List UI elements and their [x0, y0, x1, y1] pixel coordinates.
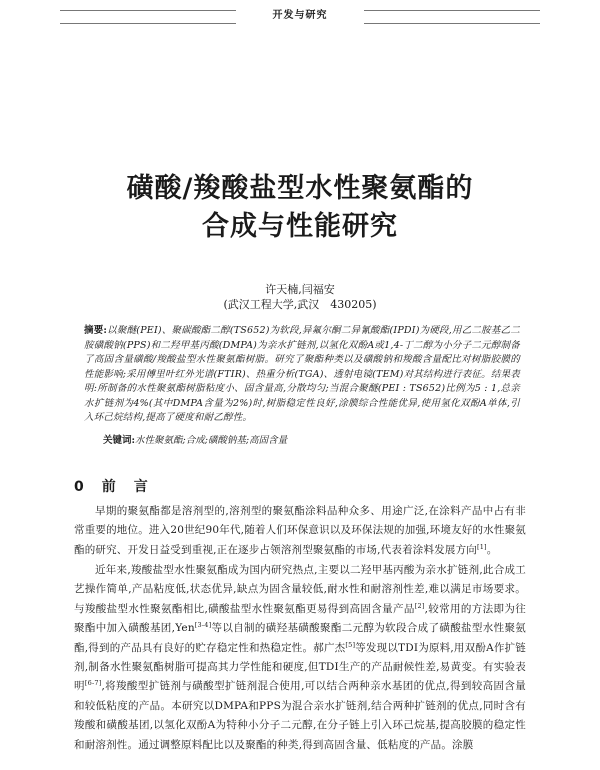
p1-end: 。 [486, 543, 498, 556]
p2c-text: 等以自制的磺羟基磺酸聚酯二元醇为软段合成了磺酸盐型水性聚氨酯,得到的产品具有良好的贮存稳定性和热稳定性。郝广杰 [74, 622, 526, 654]
citation-ref: [1] [476, 542, 487, 551]
keywords [103, 434, 523, 449]
p2b-text: ,较常用的方法即为往聚酯中加入磺酸基团,Yen [74, 602, 526, 635]
citation-ref: [5] [345, 640, 356, 649]
article-title-line-2: 合成与性能研究 [202, 211, 398, 242]
body-paragraph-1 [74, 502, 526, 560]
section-heading [74, 476, 150, 496]
citation-ref: [6-7] [84, 679, 102, 688]
p2d-text: 等发现以TDI为原料,用双酚A作扩链剂,制备水性聚氨酯树脂可提高其力学性能和硬度,但TDI生产的产品耐候性差,易黄变。有实验表明 [74, 641, 526, 693]
p1-text: 早期的聚氨酯都是溶剂型的,溶剂型的聚氨酯涂料品种众多、用途广泛,在涂料产品中占有非常重要的地位。进入20世纪90年代,随着人们环保意识以及环保法规的加强,环境友好的水性聚氨酯的研究、开发日益受到重视,正在逐步占领溶剂型聚氨酯的市场,代表着涂料发展方向 [74, 505, 526, 556]
keywords-text: 水性聚氨酯;合成;磺酸钠基;高固含量 [135, 435, 288, 446]
body-paragraph-2 [74, 561, 526, 755]
section-title: 前 言 [101, 479, 150, 495]
p2e-text: ,将羧酸型扩链剂与磺酸型扩链剂混合使用,可以结合两种亲水基团的优点,得到较高固含量和较低粘度的产品。本研究以DMPA和PPS为混合亲水扩链剂,结合两种扩链剂的优点,同时含有羧酸和磺酸基团,以氢化双酚A为特种小分子二元醇,在分子链上引入环己烷基,提高胶膜的稳定性和耐溶剂性。通过调整原料配比以及聚酯的种类,得到高固含量、低粘度的产品。涂膜 [74, 680, 526, 751]
abstract-text: 以聚醚(PEI)、聚碳酸酯二醇(TS652)为软段,异氟尔酮二异氰酸酯(IPDI)为硬段,用乙二胺基乙二胺磺酸钠(PPS)和二羟甲基丙酸(DMPA)为亲水扩链剂,以氢化双酚A或1,4-丁二醇为小分子二元醇制备了高固含量磺酸/羧酸盐型水性聚氨酯树脂。研究了聚酯种类以及磺酸钠和羧酸含量配比对树脂胶膜的性能影响;采用傅里叶红外光谱(FTIR)、热重分析(TGA)、透射电镜(TEM)对其结构进行表征。结果表明:所制备的水性聚氨酯树脂粘度小、固含量高,分散均匀;当混合聚醚(PEI : TS652)比例为5 : 1,总亲水扩链剂为4%(其中DMPA含量为2%)时,树脂稳定性良好,涂膜综合性能优异,使用氢化双酚A单体,引入环己烷结构,提高了硬度和耐乙醇性。 [84, 325, 520, 423]
abstract-label: 摘要: [84, 325, 108, 336]
keywords-label: 关键词: [103, 435, 136, 446]
author-names: 许天楠,闫福安 [265, 283, 335, 296]
section-header-label: 开发与研究 [236, 8, 364, 24]
article-title-line-1: 磺酸/羧酸盐型水性聚氨酯的 [126, 173, 474, 204]
p2a-text: 近年来,羧酸盐型水性聚氨酯成为国内研究热点,主要以二羟甲基丙酸为亲水扩链剂,此合成工艺操作简单,产品粘度低,状态优异,缺点为固含量较低,耐水性和耐溶剂性差,难以满足市场要求。与羧酸盐型水性聚氨酯相比,磺酸盐型水性聚氨酯更易得到高固含量产品 [74, 564, 526, 615]
citation-ref: [2] [414, 601, 425, 610]
citation-ref: [3-4] [194, 621, 212, 630]
abstract [84, 324, 520, 426]
author-affiliation: (武汉工程大学,武汉 430205) [223, 298, 377, 311]
section-number: 0 [74, 479, 86, 495]
